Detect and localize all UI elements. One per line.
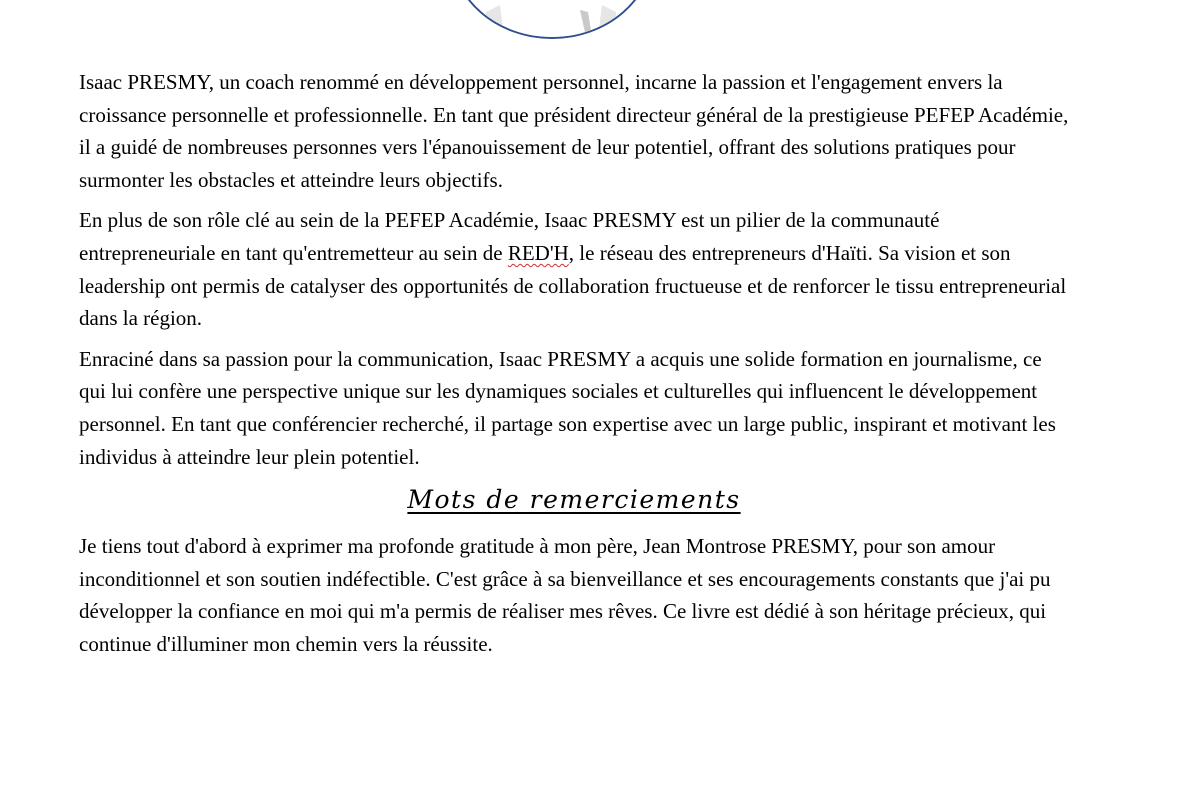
bio-paragraph-2 xyxy=(79,204,1069,334)
bio-paragraph-2-text-start: En plus de son rôle clé au sein de la PEFEP Académie, Isaac PRESMY est un pilier de la communauté entrepreneuriale en tant qu'entremetteur au sein de xyxy=(79,208,940,265)
author-portrait xyxy=(450,0,654,39)
bio-paragraph-3: Enraciné dans sa passion pour la communication, Isaac PRESMY a acquis une solide formation en journalisme, ce qui lui confère une perspective unique sur les dynamiques sociales et culturelles qui influencent le développement personnel. En tant que conférencier recherché, il partage son expertise avec un large public, inspirant et motivant les individus à atteindre leur plein potentiel. xyxy=(79,346,1056,469)
section-heading xyxy=(79,485,1069,516)
document-body xyxy=(79,66,1069,669)
bio-paragraph-2-text-end: , le réseau des entrepreneurs d'Haïti. Sa vision et son leadership ont permis de catalyser des opportunités de collaboration fructueuse et de renforcer le tissu entrepreneurial dans la région. xyxy=(79,240,1067,331)
bio-paragraph-1: Isaac PRESMY, un coach renommé en développement personnel, incarne la passion et l'engagement envers la croissance personnelle et professionnelle. En tant que président directeur général de la prestigieuse PEFEP Académie, il a guidé de nombreuses personnes vers l'épanouissement de leur potentiel, offrant des solutions pratiques pour surmonter les obstacles et atteindre leurs objectifs. xyxy=(79,70,1069,192)
spellcheck-flagged-word[interactable]: RED'H xyxy=(507,240,569,265)
acknowledgements-heading: Mots de remerciements xyxy=(407,485,741,515)
acknowledgements-paragraph-1: Je tiens tout d'abord à exprimer ma profonde gratitude à mon père, Jean Montrose PRESMY, pour son amour inconditionnel et son soutien indéfectible. C'est grâce à sa bienveillance et ses encouragements constants que j'ai pu développer la confiance en moi qui m'a permis de réaliser mes rêves. Ce livre est dédié à son héritage précieux, qui continue d'illuminer mon chemin vers la réussite. xyxy=(79,534,1051,656)
portrait-photo-icon xyxy=(452,0,652,37)
